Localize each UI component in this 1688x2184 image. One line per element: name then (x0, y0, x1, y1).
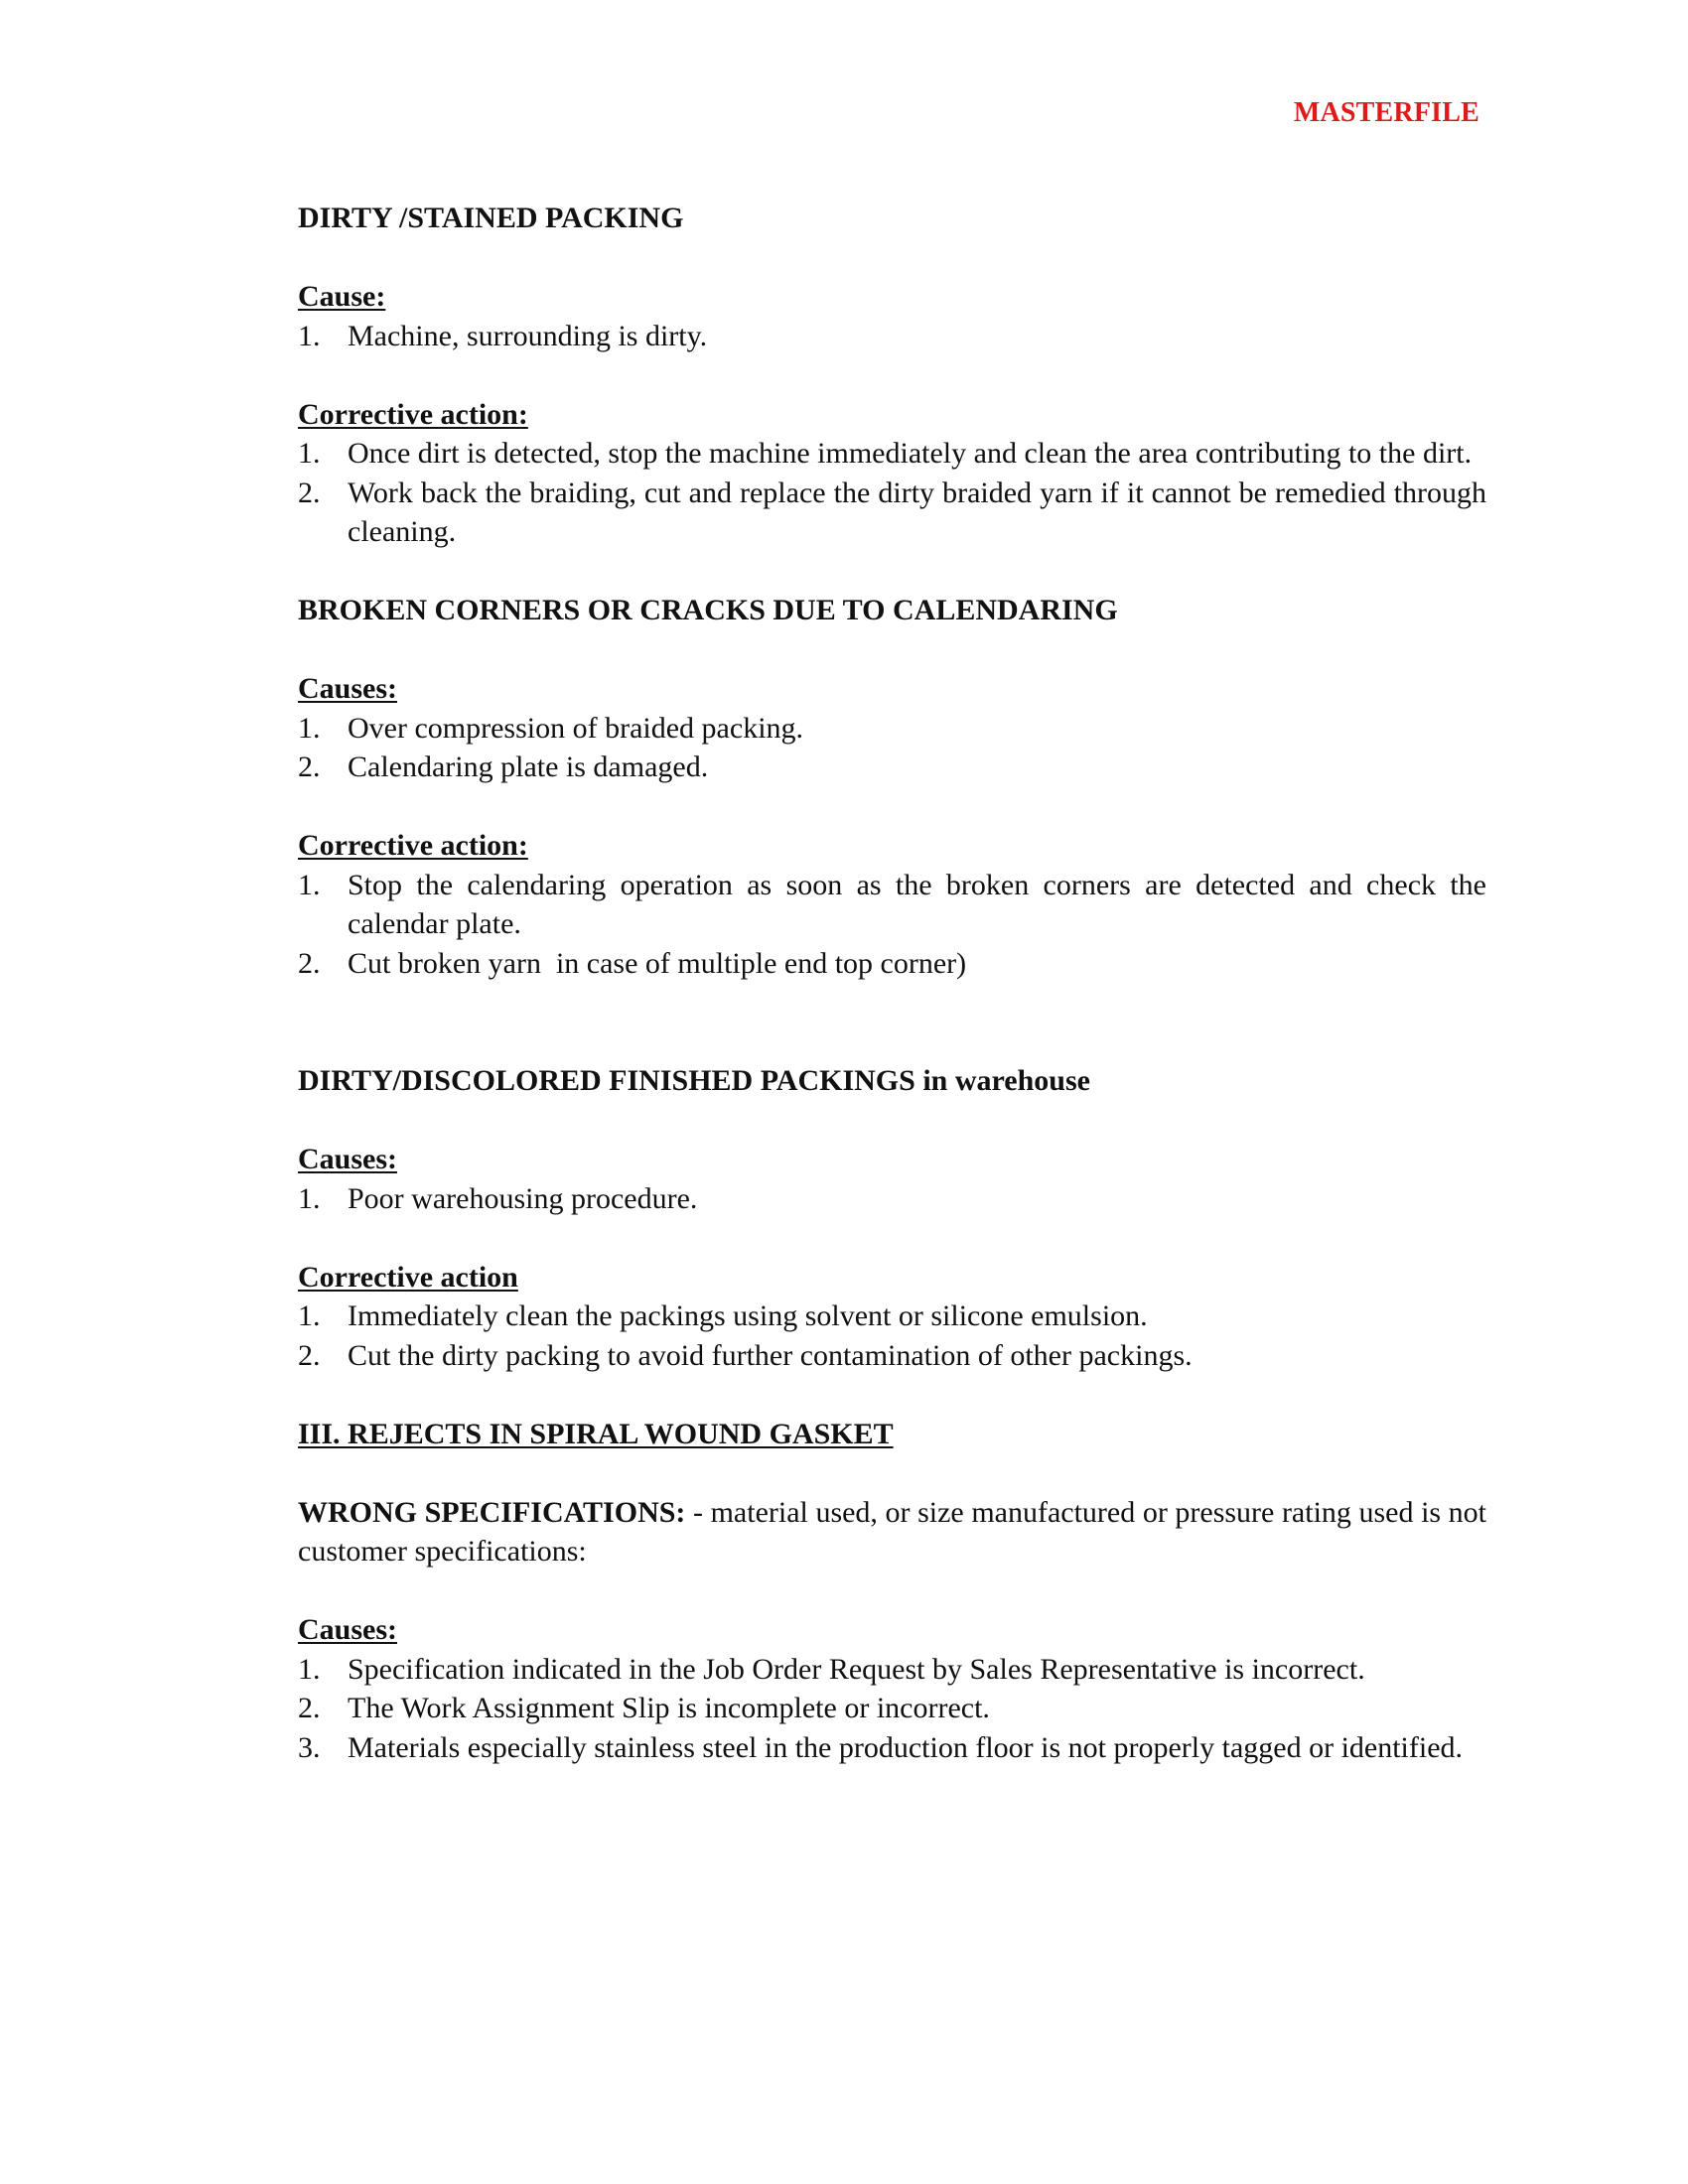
list-item: 2. Calendaring plate is damaged. (298, 751, 709, 783)
list-item: 1. Immediately clean the packings using solvent or silicone emulsion. (298, 1299, 1148, 1332)
corrective-action-label: Corrective action: (298, 397, 528, 431)
cause-list (298, 317, 1486, 356)
cause-list (298, 1650, 1486, 1768)
section-title-broken-corners: BROKEN CORNERS OR CRACKS DUE TO CALENDARING (298, 594, 1118, 626)
list-item: 1. Specification indicated in the Job Order Request by Sales Representative is incorrect. (298, 1652, 1365, 1686)
causes-label: Causes: (298, 1143, 398, 1175)
list-item: 3. Materials especially stainless steel in the production floor is not properly tagged or identified. (298, 1730, 1464, 1764)
cause-label: Cause: (298, 280, 386, 313)
corrective-action-list (298, 434, 1486, 552)
list-item: 1. Over compression of braided packing. (298, 711, 804, 745)
wrong-specifications-paragraph: WRONG SPECIFICATIONS: - material used, or size manufactured or pressure rating used is not customer specifications: (298, 1495, 1487, 1568)
corrective-action-list (298, 1297, 1486, 1375)
section-title-dirty-discolored: DIRTY/DISCOLORED FINISHED PACKINGS in warehouse (298, 1064, 1090, 1097)
causes-label: Causes: (298, 1613, 398, 1646)
section-title-spiral-wound-gasket: III. REJECTS IN SPIRAL WOUND GASKET (298, 1417, 894, 1450)
cause-list (298, 709, 1486, 787)
masterfile-header: MASTERFILE (1293, 97, 1479, 128)
list-item: 2. Cut the dirty packing to avoid further contamination of other packings. (298, 1338, 1193, 1372)
list-item: 1. Once dirt is detected, stop the machine immediately and clean the area contributing to the dirt. (298, 437, 1473, 470)
list-item: 1. Stop the calendaring operation as soon as the broken corners are detected and check the calendar plate. (298, 868, 1486, 940)
list-item: 1. Poor warehousing procedure. (298, 1181, 698, 1215)
document-body (298, 199, 1486, 1767)
list-item: 2. The Work Assignment Slip is incomplete or incorrect. (298, 1692, 990, 1724)
cause-list (298, 1179, 1486, 1219)
causes-label: Causes: (298, 672, 398, 705)
list-item: 2. Work back the braiding, cut and replace the dirty braided yarn if it cannot be remedied through cleaning. (298, 476, 1486, 548)
section-title-dirty-stained-packing: DIRTY /STAINED PACKING (298, 202, 684, 234)
corrective-action-list (298, 866, 1486, 984)
list-item: 1. Machine, surrounding is dirty. (298, 319, 708, 352)
list-item: 2. Cut broken yarn in case of multiple end top corner) (298, 946, 967, 980)
corrective-action-label: Corrective action (298, 1260, 518, 1294)
corrective-action-label: Corrective action: (298, 829, 528, 862)
